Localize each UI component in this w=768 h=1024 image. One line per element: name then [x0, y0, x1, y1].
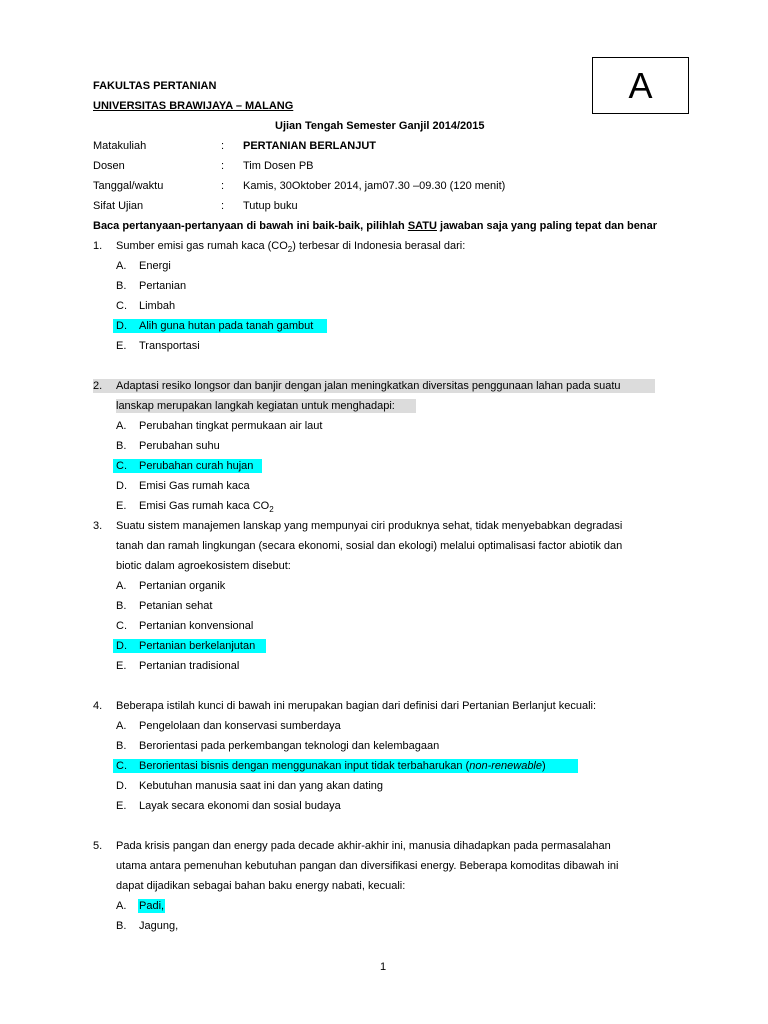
option-text: Pertanian konvensional — [139, 620, 254, 632]
lecturer-name: Tim Dosen PB — [243, 160, 314, 172]
option-letter: B. — [116, 920, 127, 932]
question-text: utama antara pemenuhan kebutuhan pangan dan diversifikasi energy. Beberapa komoditas dibawah ini — [116, 860, 619, 872]
exam-datetime: Kamis, 30Oktober 2014, jam07.30 –09.30 (120 menit) — [243, 180, 506, 192]
option-text: Pengelolaan dan konservasi sumberdaya — [139, 720, 341, 732]
option-letter: A. — [116, 720, 127, 732]
option-text: Emisi Gas rumah kaca $CO_2$ — [139, 500, 274, 515]
option-text: Pertanian organik — [139, 580, 226, 592]
question-number: 1. — [93, 240, 103, 252]
option-letter: A. — [116, 260, 127, 272]
option-text: Emisi Gas rumah kaca — [139, 480, 250, 492]
info-colon: : — [221, 180, 225, 192]
option-letter: E. — [116, 800, 127, 812]
option-text: Limbah — [139, 300, 176, 312]
faculty-name: FAKULTAS PERTANIAN — [93, 80, 217, 92]
option-letter: A. — [116, 420, 127, 432]
info-colon: : — [221, 140, 225, 152]
option-text: Energi — [139, 260, 171, 272]
info-label: Tanggal/waktu — [93, 180, 164, 192]
exam-version-letter: A — [628, 64, 653, 106]
info-label: Dosen — [93, 160, 125, 172]
option-letter: E. — [116, 500, 127, 512]
option-letter: E. — [116, 340, 127, 352]
option-text: Perubahan suhu — [139, 440, 220, 452]
option-letter: B. — [116, 280, 127, 292]
option-letter: B. — [116, 600, 127, 612]
question-text: Beberapa istilah kunci di bawah ini merupakan bagian dari definisi dari Pertanian Berlanjut kecuali: — [116, 700, 597, 712]
option-letter: C. — [116, 460, 127, 472]
info-label: Sifat Ujian — [93, 200, 144, 212]
option-letter: C. — [116, 760, 127, 772]
university-name: UNIVERSITAS BRAWIJAYA – MALANG — [93, 100, 294, 112]
option-letter: A. — [116, 580, 127, 592]
option-text-correct: Pertanian berkelanjutan — [139, 640, 256, 652]
option-text: Berorientasi pada perkembangan teknologi dan kelembagaan — [139, 740, 440, 752]
page-number: 1 — [380, 961, 387, 973]
option-text: Jagung, — [139, 920, 179, 932]
option-text-correct: Padi, — [139, 900, 165, 912]
question-text: Adaptasi resiko longsor dan banjir dengan jalan meningkatkan diversitas penggunaan lahan pada suatu — [116, 380, 621, 392]
question-text: Sumber emisi gas rumah kaca $(CO_2)$ terbesar di Indonesia berasal dari: — [116, 240, 466, 255]
question-number: 3. — [93, 520, 103, 532]
option-text-correct: Perubahan curah hujan — [139, 460, 254, 472]
instruction: Baca pertanyaan-pertanyaan di bawah ini baik-baik, pilihlah SATU jawaban saja yang paling tepat dan benar — [93, 220, 658, 232]
question-text: lanskap merupakan langkah kegiatan untuk menghadapi: — [116, 400, 395, 412]
option-text-correct: Alih guna hutan pada tanah gambut — [139, 320, 314, 332]
option-letter: D. — [116, 780, 127, 792]
option-letter: C. — [116, 300, 127, 312]
option-text: Petanian sehat — [139, 600, 213, 612]
question-number: 4. — [93, 700, 103, 712]
question-number: 5. — [93, 840, 103, 852]
course-name: PERTANIAN BERLANJUT — [243, 140, 377, 152]
question-text: Suatu sistem manajemen lanskap yang mempunyai ciri produknya sehat, tidak menyebabkan degradasi — [116, 520, 623, 532]
question-text: dapat dijadikan sebagai bahan baku energy nabati, kecuali: — [116, 880, 406, 892]
info-colon: : — [221, 160, 225, 172]
info-label: Matakuliah — [93, 140, 147, 152]
option-letter: B. — [116, 440, 127, 452]
question-text: biotic dalam agroekosistem disebut: — [116, 560, 291, 572]
exam-version-box — [592, 57, 689, 114]
exam-title: Ujian Tengah Semester Ganjil 2014/2015 — [275, 120, 485, 132]
option-text-correct: Berorientasi bisnis dengan menggunakan input tidak terbaharukan (non-renewable) — [139, 760, 546, 772]
info-colon: : — [221, 200, 225, 212]
exam-type: Tutup buku — [243, 200, 298, 212]
question-text: Pada krisis pangan dan energy pada decade akhir-akhir ini, manusia dihadapkan pada permasalahan — [116, 840, 611, 852]
option-letter: A. — [116, 900, 127, 912]
option-letter: B. — [116, 740, 127, 752]
question-number: 2. — [93, 380, 103, 392]
option-letter: D. — [116, 320, 127, 332]
option-text: Kebutuhan manusia saat ini dan yang akan dating — [139, 780, 384, 792]
option-letter: E. — [116, 660, 127, 672]
option-letter: D. — [116, 480, 127, 492]
option-letter: D. — [116, 640, 127, 652]
option-text: Transportasi — [139, 340, 200, 352]
option-text: Layak secara ekonomi dan sosial budaya — [139, 800, 341, 812]
option-text: Pertanian — [139, 280, 187, 292]
option-text: Pertanian tradisional — [139, 660, 240, 672]
option-text: Perubahan tingkat permukaan air laut — [139, 420, 323, 432]
option-letter: C. — [116, 620, 127, 632]
question-text: tanah dan ramah lingkungan (secara ekonomi, sosial dan ekologi) melalui optimalisasi factor abiotik dan — [116, 540, 623, 552]
